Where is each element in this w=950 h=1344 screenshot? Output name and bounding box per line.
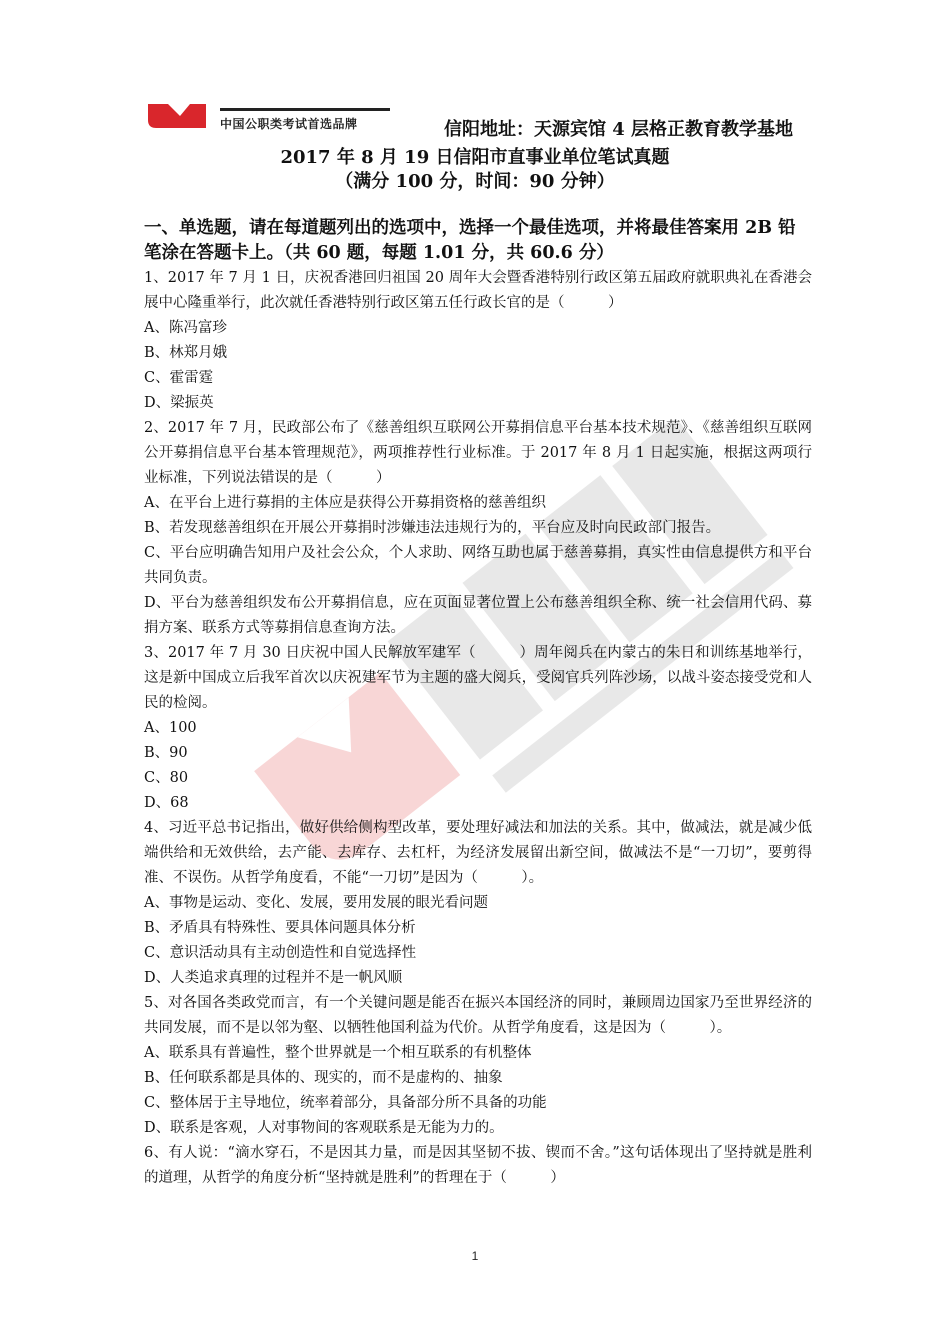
option: A、陈冯富珍 <box>144 320 227 336</box>
header-rule <box>220 108 390 111</box>
option: D、人类追求真理的过程并不是一帆风顺 <box>144 970 403 986</box>
question-stem: 4、习近平总书记指出，做好供给侧构型改革，要处理好减法和加法的关系。其中，做减法，就是减少低端供给和无效供给，去产能、去库存、去杠杆，为经济发展留出新空间，做减法不是“一刀切”，要剪得准、不误伤。从哲学角度看，不能“一刀切”是因为（ ）。 <box>144 820 812 886</box>
logo-icon <box>146 100 208 130</box>
question-4 <box>144 816 812 991</box>
option: B、若发现慈善组织在开展公开募捐时涉嫌违法违规行为的，平台应及时向民政部门报告。 <box>144 520 721 536</box>
option: C、整体居于主导地位，统率着部分，具备部分所不具备的功能 <box>144 1095 547 1111</box>
option: C、80 <box>144 770 189 786</box>
option: D、68 <box>144 795 189 811</box>
exam-subtitle: （满分 100 分，时间：90 分钟） <box>335 171 615 192</box>
question-6 <box>144 1141 812 1191</box>
option: C、霍雷霆 <box>144 370 214 386</box>
option: C、平台应明确告知用户及社会公众，个人求助、网络互助也属于慈善募捐，真实性由信息提供方和平台共同负责。 <box>144 545 812 586</box>
option: B、矛盾具有特殊性、要具体问题具体分析 <box>144 920 416 936</box>
option: B、林郑月娥 <box>144 345 228 361</box>
option: A、100 <box>144 720 197 736</box>
section-heading: 一、单选题，请在每道题列出的选项中，选择一个最佳选项，并将最佳答案用 2B 铅笔涂在答题卡上。（共 60 题，每题 1.01 分，共 60.6 分） <box>144 218 796 263</box>
header-address: 信阳地址：天源宾馆 4 层格正教育教学基地 <box>444 119 794 140</box>
question-2 <box>144 416 812 641</box>
question-stem: 3、2017 年 7 月 30 日庆祝中国人民解放军建军（ ）周年阅兵在内蒙古的朱日和训练基地举行，这是新中国成立后我军首次以庆祝建军节为主题的盛大阅兵，受阅官兵列阵沙场，以战斗姿态接受党和人民的检阅。 <box>144 645 812 711</box>
question-5 <box>144 991 812 1141</box>
option: A、联系具有普遍性，整个世界就是一个相互联系的有机整体 <box>144 1045 532 1061</box>
question-stem: 5、对各国各类政党而言，有一个关键问题是能否在振兴本国经济的同时，兼顾周边国家乃至世界经济的共同发展，而不是以邻为壑、以牺牲他国利益为代价。从哲学角度看，这是因为（ ）。 <box>144 995 812 1036</box>
question-stem: 1、2017 年 7 月 1 日，庆祝香港回归祖国 20 周年大会暨香港特别行政区第五届政府就职典礼在香港会展中心隆重举行，此次就任香港特别行政区第五任行政长官的是（ ） <box>144 270 812 311</box>
option: A、在平台上进行募捐的主体应是获得公开募捐资格的慈善组织 <box>144 495 546 511</box>
brand-slogan: 中国公职类考试首选品牌 <box>220 117 358 131</box>
exam-title: 2017 年 8 月 19 日信阳市直事业单位笔试真题 <box>280 147 670 168</box>
option: D、联系是客观，人对事物间的客观联系是无能为力的。 <box>144 1120 504 1136</box>
option: A、事物是运动、变化、发展，要用发展的眼光看问题 <box>144 895 488 911</box>
option: D、梁振英 <box>144 395 214 411</box>
option: B、90 <box>144 745 188 761</box>
question-stem: 2、2017 年 7 月，民政部公布了《慈善组织互联网公开募捐信息平台基本技术规范》、《慈善组织互联网公开募捐信息平台基本管理规范》，两项推荐性行业标准。于 2017 年 8 月 1 日起实施，根据这两项行业标准，下列说法错误的是（ ） <box>144 420 812 486</box>
page-number: 1 <box>471 1249 479 1263</box>
option: C、意识活动具有主动创造性和自觉选择性 <box>144 945 417 961</box>
question-1 <box>144 266 812 416</box>
question-list <box>144 266 812 1191</box>
option: B、任何联系都是具体的、现实的，而不是虚构的、抽象 <box>144 1070 503 1086</box>
question-3 <box>144 641 812 816</box>
question-stem: 6、有人说：“滴水穿石，不是因其力量，而是因其坚韧不拔、锲而不舍。”这句话体现出了坚持就是胜利的道理，从哲学的角度分析“坚持就是胜利”的哲理在于（ ） <box>144 1145 812 1186</box>
option: D、平台为慈善组织发布公开募捐信息，应在页面显著位置上公布慈善组织全称、统一社会信用代码、募捐方案、联系方式等募捐信息查询方法。 <box>144 595 812 636</box>
